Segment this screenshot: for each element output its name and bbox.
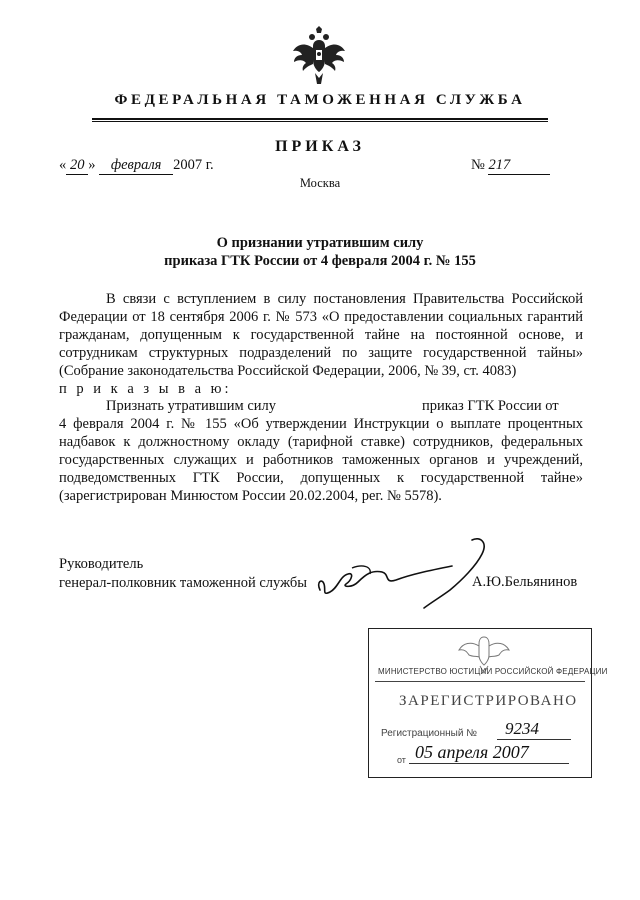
number-prefix: № [471,157,485,173]
double-headed-eagle-emblem [288,26,350,88]
handwritten-signature [312,530,512,612]
title-line-1: О признании утратившим силу [216,235,424,251]
stamp-date-label: от [397,755,406,765]
registration-stamp [368,628,608,778]
issue-city: Москва [299,176,341,190]
stamp-ministry: МИНИСТЕРСТВО ЮСТИЦИИ РОССИЙСКОЙ ФЕДЕРАЦИИ [378,667,608,676]
stamp-reg-number: 9234 [505,719,539,738]
date-close-quote: » [88,157,96,173]
action-first-line [59,398,583,416]
order-title [0,234,640,270]
date-open-quote: « [59,157,67,173]
date-year: 2007 г. [173,157,214,173]
preamble-paragraph: В связи с вступлением в силу постановления Правительства Российской Федерации от 18 сентября 2006 г. № 573 «О предоставлении социальных гарантий гражданам, допущенным к государственной тайне на постоянной основе, и сотрудникам структурных подразделений по защите государственной тайны» (Собрание законодательства Российской Федерации, 2006, № 39, ст. 4083) [59,291,583,379]
stamp-status: ЗАРЕГИСТРИРОВАНО [399,693,578,709]
action-part-2: приказ ГТК России от [422,398,559,415]
signer-position-line-1: Руководитель [59,556,144,572]
stamp-reg-underline [497,739,571,740]
document-type: ПРИКАЗ [275,138,365,155]
header-divider-thin [92,121,548,122]
orders-word: п р и к а з ы в а ю: [59,380,232,397]
date-day: 20 [66,157,88,175]
action-part-1: Признать утратившим силу [106,398,277,415]
date-month: февраля [99,157,173,175]
order-body [59,291,583,506]
signer-position-line-2: генерал-полковник таможенной службы [59,575,308,591]
stamp-date: 05 апреля 2007 [415,742,529,762]
stamp-date-underline [409,763,569,764]
signature-block [59,555,307,593]
stamp-reg-label: Регистрационный № [381,728,477,739]
stamp-divider [375,681,585,682]
signer-name: А.Ю.Бельянинов [472,574,578,590]
title-line-2: приказа ГТК России от 4 февраля 2004 г. № 155 [164,253,476,269]
number-value: 217 [488,157,550,175]
order-date [59,157,214,175]
order-number [471,157,550,175]
header-divider [92,118,548,120]
action-paragraph: 4 февраля 2004 г. № 155 «Об утверждении Инструкции о выплате процентных надбавок к должностному окладу (тарифной ставке) сотрудников, федеральных государственных служащих и работников таможенных органов и учреждений, подведомственных ГТК России, допущенных к государственной тайне» (зарегистрирован Минюстом России 20.02.2004, рег. № 5578). [59,416,583,505]
agency-name: ФЕДЕРАЛЬНАЯ ТАМОЖЕННАЯ СЛУЖБА [114,92,526,108]
